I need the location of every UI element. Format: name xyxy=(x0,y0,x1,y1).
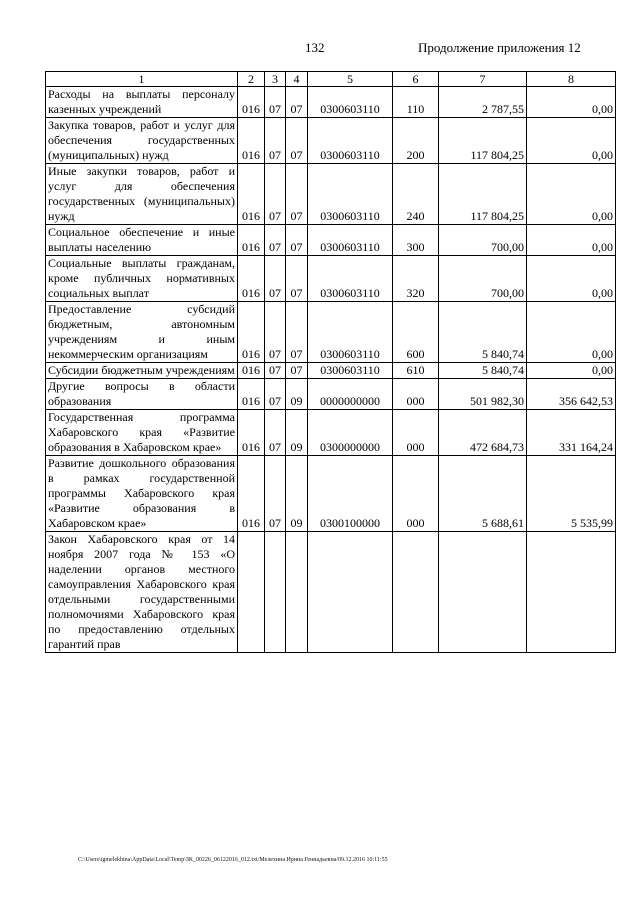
cell-target-article: 0300603110 xyxy=(308,225,393,256)
cell-ministry-code: 016 xyxy=(238,302,265,363)
cell-subsection: 07 xyxy=(286,225,308,256)
table-row xyxy=(46,225,616,256)
column-header: 3 xyxy=(265,72,286,87)
cell-amount-secondary: 331 164,24 xyxy=(527,410,616,456)
cell-section xyxy=(265,532,286,653)
table-header-row xyxy=(46,72,616,87)
table-row xyxy=(46,256,616,302)
cell-expense-type: 240 xyxy=(393,164,439,225)
cell-section: 07 xyxy=(265,410,286,456)
cell-target-article: 0000000000 xyxy=(308,379,393,410)
row-description: Закон Хабаровского края от 14 ноября 2007 года № 153 «О наделении органов местного самоуправления Хабаровского края отдельными государственными полномочиями Хабаровского края по предоставлению отдельных гарантий прав xyxy=(46,532,238,653)
cell-amount-secondary xyxy=(527,532,616,653)
cell-target-article: 0300603110 xyxy=(308,363,393,379)
page-number: 132 xyxy=(305,40,325,55)
cell-ministry-code: 016 xyxy=(238,87,265,118)
cell-ministry-code xyxy=(238,532,265,653)
cell-ministry-code: 016 xyxy=(238,363,265,379)
cell-subsection: 09 xyxy=(286,410,308,456)
cell-ministry-code: 016 xyxy=(238,256,265,302)
table-row xyxy=(46,302,616,363)
appendix-continuation-title: Продолжение приложения 12 xyxy=(418,40,581,55)
cell-target-article: 0300603110 xyxy=(308,118,393,164)
cell-target-article: 0300100000 xyxy=(308,456,393,532)
cell-amount: 117 804,25 xyxy=(439,164,527,225)
cell-subsection: 07 xyxy=(286,87,308,118)
table-row xyxy=(46,532,616,653)
column-header: 1 xyxy=(46,72,238,87)
cell-subsection: 07 xyxy=(286,302,308,363)
cell-ministry-code: 016 xyxy=(238,225,265,256)
table-row xyxy=(46,456,616,532)
cell-expense-type: 600 xyxy=(393,302,439,363)
cell-section: 07 xyxy=(265,456,286,532)
cell-amount xyxy=(439,532,527,653)
cell-ministry-code: 016 xyxy=(238,410,265,456)
cell-subsection: 07 xyxy=(286,256,308,302)
cell-amount-secondary: 0,00 xyxy=(527,164,616,225)
cell-expense-type: 320 xyxy=(393,256,439,302)
cell-amount-secondary: 0,00 xyxy=(527,256,616,302)
row-description: Иные закупки товаров, работ и услуг для обеспечения государственных (муниципальных) нужд xyxy=(46,164,238,225)
cell-section: 07 xyxy=(265,118,286,164)
row-description: Социальные выплаты гражданам, кроме публичных нормативных социальных выплат xyxy=(46,256,238,302)
cell-subsection: 07 xyxy=(286,118,308,164)
row-description: Расходы на выплаты персоналу казенных учреждений xyxy=(46,87,238,118)
cell-expense-type xyxy=(393,532,439,653)
cell-target-article: 0300000000 xyxy=(308,410,393,456)
file-path-footer: C:\Users\igmelekhina\AppData\Local\Temp\ЗК_00226_06122016_012.txt/Мелехина Ирина Геннадьевна/09.12.2016 10:11:55 xyxy=(78,857,388,863)
cell-amount: 501 982,30 xyxy=(439,379,527,410)
cell-expense-type: 200 xyxy=(393,118,439,164)
table-row xyxy=(46,363,616,379)
cell-amount-secondary: 356 642,53 xyxy=(527,379,616,410)
cell-section: 07 xyxy=(265,256,286,302)
budget-table xyxy=(45,71,616,653)
table-row xyxy=(46,118,616,164)
cell-amount: 5 840,74 xyxy=(439,363,527,379)
row-description: Субсидии бюджетным учреждениям xyxy=(46,363,238,379)
cell-amount: 472 684,73 xyxy=(439,410,527,456)
column-header: 5 xyxy=(308,72,393,87)
cell-section: 07 xyxy=(265,164,286,225)
cell-target-article: 0300603110 xyxy=(308,87,393,118)
cell-amount-secondary: 0,00 xyxy=(527,118,616,164)
cell-expense-type: 000 xyxy=(393,379,439,410)
cell-amount-secondary: 0,00 xyxy=(527,87,616,118)
cell-subsection: 07 xyxy=(286,164,308,225)
row-description: Социальное обеспечение и иные выплаты населению xyxy=(46,225,238,256)
cell-section: 07 xyxy=(265,302,286,363)
table-row xyxy=(46,164,616,225)
column-header: 8 xyxy=(527,72,616,87)
row-description: Закупка товаров, работ и услуг для обеспечения государственных (муниципальных) нужд xyxy=(46,118,238,164)
cell-subsection: 09 xyxy=(286,456,308,532)
cell-ministry-code: 016 xyxy=(238,164,265,225)
cell-amount-secondary: 0,00 xyxy=(527,302,616,363)
table-row xyxy=(46,87,616,118)
cell-expense-type: 300 xyxy=(393,225,439,256)
cell-target-article: 0300603110 xyxy=(308,164,393,225)
cell-section: 07 xyxy=(265,379,286,410)
cell-expense-type: 000 xyxy=(393,410,439,456)
cell-amount-secondary: 5 535,99 xyxy=(527,456,616,532)
cell-subsection: 09 xyxy=(286,379,308,410)
cell-amount: 700,00 xyxy=(439,256,527,302)
cell-expense-type: 110 xyxy=(393,87,439,118)
column-header: 7 xyxy=(439,72,527,87)
cell-expense-type: 610 xyxy=(393,363,439,379)
cell-subsection xyxy=(286,532,308,653)
cell-section: 07 xyxy=(265,87,286,118)
cell-target-article: 0300603110 xyxy=(308,256,393,302)
cell-amount: 5 688,61 xyxy=(439,456,527,532)
cell-target-article: 0300603110 xyxy=(308,302,393,363)
cell-section: 07 xyxy=(265,225,286,256)
cell-amount: 5 840,74 xyxy=(439,302,527,363)
cell-amount: 2 787,55 xyxy=(439,87,527,118)
row-description: Другие вопросы в области образования xyxy=(46,379,238,410)
cell-amount: 700,00 xyxy=(439,225,527,256)
row-description: Государственная программа Хабаровского края «Развитие образования в Хабаровском крае» xyxy=(46,410,238,456)
cell-section: 07 xyxy=(265,363,286,379)
cell-amount-secondary: 0,00 xyxy=(527,225,616,256)
cell-subsection: 07 xyxy=(286,363,308,379)
column-header: 6 xyxy=(393,72,439,87)
cell-ministry-code: 016 xyxy=(238,118,265,164)
column-header: 4 xyxy=(286,72,308,87)
column-header: 2 xyxy=(238,72,265,87)
cell-expense-type: 000 xyxy=(393,456,439,532)
table-row xyxy=(46,410,616,456)
cell-amount: 117 804,25 xyxy=(439,118,527,164)
cell-ministry-code: 016 xyxy=(238,456,265,532)
table-row xyxy=(46,379,616,410)
row-description: Предоставление субсидий бюджетным, автономным учреждениям и иным некоммерческим организациям xyxy=(46,302,238,363)
cell-ministry-code: 016 xyxy=(238,379,265,410)
row-description: Развитие дошкольного образования в рамках государственной программы Хабаровского края «Развитие образования в Хабаровском крае» xyxy=(46,456,238,532)
cell-target-article xyxy=(308,532,393,653)
cell-amount-secondary: 0,00 xyxy=(527,363,616,379)
